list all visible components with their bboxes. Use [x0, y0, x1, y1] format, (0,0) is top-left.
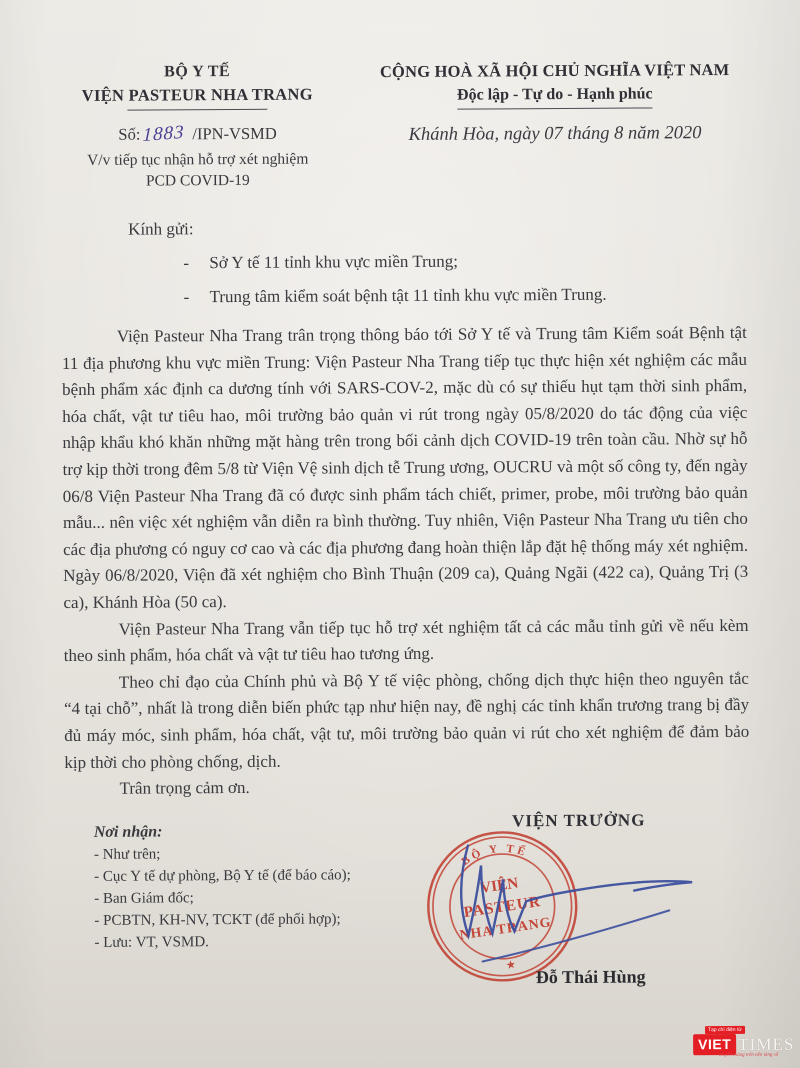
- number-label: Số:: [118, 124, 141, 144]
- paragraph-1: Viện Pasteur Nha Trang trân trọng thông báo tới Sở Y tế và Trung tâm Kiểm soát Bệnh tật 11 địa phương khu vực miền Trung: Viện Pasteur Nha Trang tiếp tục thực hiện xét nghiệm các mẫu bệnh phẩm xác định ca dương tính với SARS-COV-2, mặc dù có sự thiếu hụt tạm thời sinh phẩm, hóa chất, vật tư tiêu hao, môi trường bảo quản vi rút trong ngày 05/8/2020 do tác động của việc nhập khẩu khó khăn những mặt hàng trên trong bối cảnh dịch COVID-19 trên toàn cầu. Nhờ sự hỗ trợ kịp thời trong đêm 5/8 từ Viện Vệ sinh dịch tễ Trung ương, OUCRU và một số công ty, đến ngày 06/8 Viện Pasteur Nha Trang đã có được sinh phẩm tách chiết, primer, probe, môi trường bảo quản mẫu... nên việc xét nghiệm vẫn diễn ra bình thường. Tuy nhiên, Viện Pasteur Nha Trang ưu tiên cho các địa phương có nguy cơ cao và các địa phương đang hoàn thiện lắp đặt hệ thống máy xét nghiệm. Ngày 06/8/2020, Viện đã xét nghiệm cho Bình Thuận (209 ca), Quảng Ngãi (422 ca), Quảng Trị (3 ca), Khánh Hòa (50 ca).: [61, 322, 749, 612]
- cc-block: [94, 820, 351, 954]
- place-and-date: Khánh Hòa, ngày 07 tháng 8 năm 2020: [408, 123, 702, 145]
- motto-underline: [457, 107, 652, 109]
- paragraph-2: Viện Pasteur Nha Trang vẫn tiếp tục hỗ trợ xét nghiệm tất cả các mẫu tỉnh gửi về nếu kèm theo sinh phẩm, hóa chất và vật tư tiêu hao tương ứng.: [63, 615, 749, 666]
- institute-underline: [127, 109, 267, 111]
- institute-name: VIỆN PASTEUR NHA TRANG: [81, 84, 313, 105]
- recipient-item: [61, 284, 746, 308]
- cc-item: - Như trên;: [93, 846, 161, 863]
- viettimes-chip: Tạp chí điện tử: [705, 1026, 745, 1034]
- recipient-dash: -: [183, 287, 190, 307]
- cc-item: - Ban Giám đốc;: [94, 890, 194, 907]
- national-heading-block: [342, 60, 798, 191]
- paragraphs: [62, 320, 750, 803]
- recipient-text: Sở Y tế 11 tỉnh khu vực miền Trung;: [209, 251, 459, 273]
- subject-line-2: PCD COVID-19: [145, 171, 250, 190]
- ministry-name: BỘ Y TẾ: [164, 63, 231, 81]
- handwritten-number: 1883: [142, 121, 185, 147]
- viettimes-tagline: truyền thông trên nền tảng số: [719, 1052, 779, 1059]
- cc-label: Nơi nhận:: [93, 823, 163, 841]
- national-motto: Độc lập - Tự do - Hạnh phúc: [456, 85, 653, 104]
- recipient-text: Trung tâm kiểm soát bệnh tật 11 tỉnh khu vực miền Trung.: [209, 284, 607, 307]
- viettimes-brand-right: TIMES: [738, 1034, 795, 1054]
- stamp-rim-text: BỘ Y TẾ: [459, 842, 530, 869]
- viettimes-watermark: [693, 1026, 797, 1061]
- stamp-center-line2: PASTEUR: [462, 892, 543, 922]
- letter-body: [61, 216, 750, 803]
- stamp-center-line1: VIỆN: [478, 874, 520, 897]
- cc-item: - PCBTN, KH-NV, TCKT (để phối hợp);: [94, 911, 341, 929]
- paragraph-closing: Trân trọng cảm ơn.: [119, 778, 250, 798]
- cc-item: - Lưu: VT, VSMD.: [94, 934, 209, 951]
- recipient-dash: -: [183, 253, 190, 273]
- signer-title: VIỆN TRƯỞNG: [512, 810, 646, 831]
- document-header: [0, 0, 798, 192]
- number-suffix: /IPN-VSMD: [192, 123, 277, 144]
- cc-item: - Cục Y tế dự phòng, Bộ Y tế (để báo cáo);: [94, 867, 351, 885]
- viettimes-brand-left: VIET: [693, 1034, 736, 1055]
- paragraph-3: Theo chỉ đạo của Chính phủ và Bộ Y tế việc phòng, chống dịch thực hiện theo nguyên tắc “4 tại chỗ”, nhất là trong diễn biến phức tạp như hiện nay, đề nghị các tỉnh khẩn trương trang bị đầy đủ máy móc, sinh phẩm, hóa chất, vật tư, môi trường bảo quản vi rút cho xét nghiệm để đảm bảo kịp thời cho phòng chống, dịch.: [64, 668, 750, 772]
- national-title: CỘNG HOÀ XÃ HỘI CHỦ NGHĨA VIỆT NAM: [379, 59, 730, 82]
- stamp-star: ★: [505, 958, 517, 973]
- subject-line-1: V/v tiếp tục nhận hỗ trợ xét nghiệm: [87, 150, 309, 169]
- stamp-center-line3: NHA TRANG: [458, 914, 553, 943]
- salutation: Kính gửi:: [128, 219, 194, 239]
- signer-name: Đỗ Thái Hùng: [535, 966, 646, 988]
- issuing-agency-block: [0, 62, 343, 192]
- recipient-item: [61, 250, 746, 274]
- document-number-line: [52, 122, 342, 146]
